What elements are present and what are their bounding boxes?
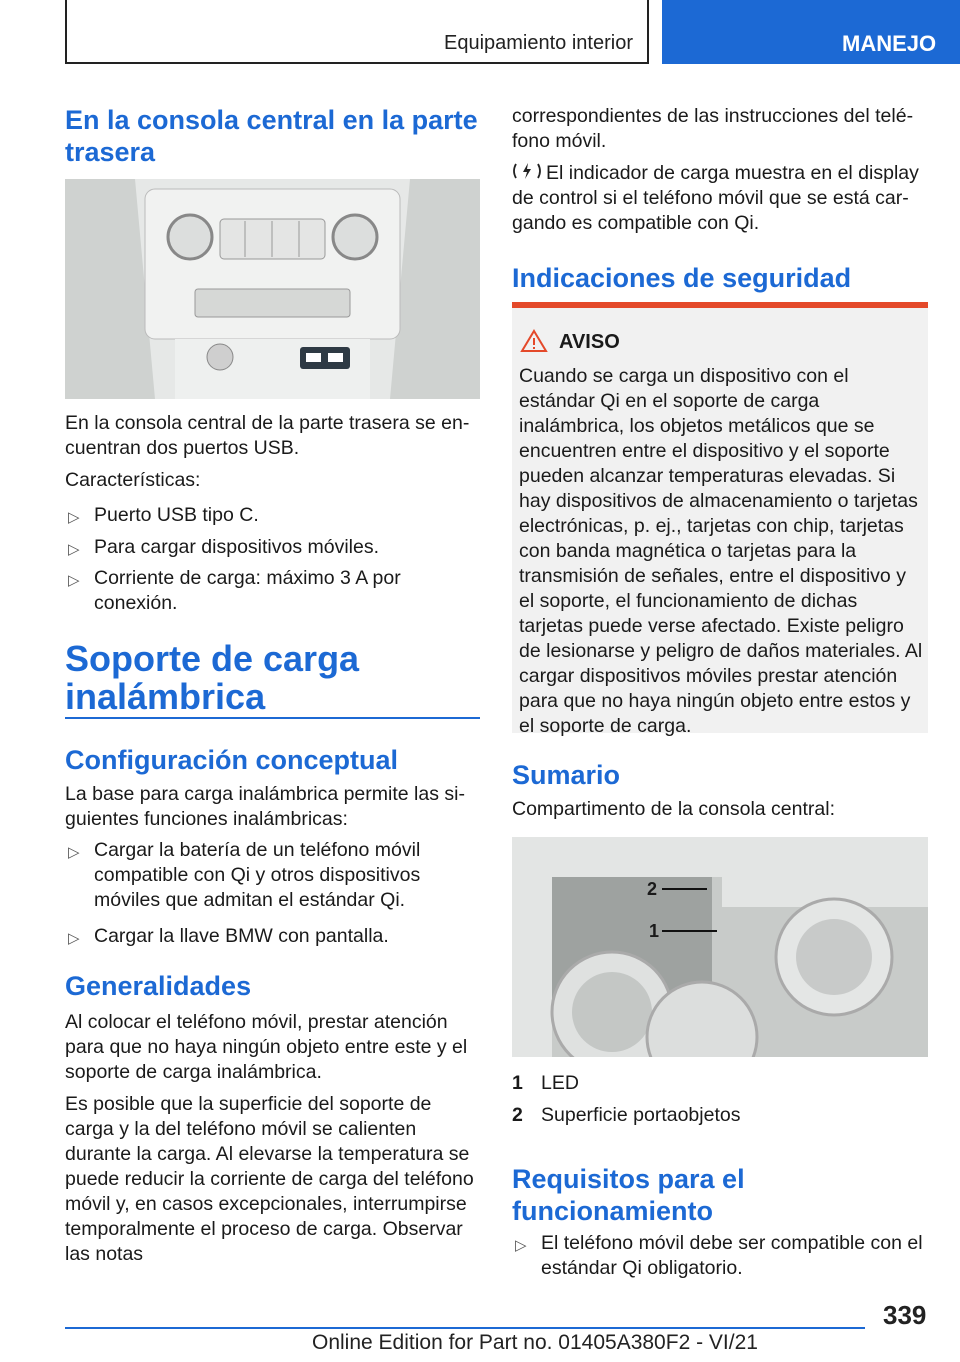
triangle-bullet-icon: ▷ — [68, 509, 80, 526]
header-section-title: Equipamiento interior — [444, 32, 633, 54]
legend-item: 2 Superficie portaobjetos — [512, 1104, 741, 1126]
triangle-bullet-icon: ▷ — [68, 572, 80, 589]
list-item: ▷ El teléfono móvil debe ser compatible con el estándar Qi obligatorio. — [515, 1232, 923, 1279]
features-label: Características: — [65, 469, 201, 491]
paragraph-general-2: Es posible que la superficie del soporte de carga y la del teléfono móvil se calienten durante la carga. Al elevarse la temperatura se puede reducir la corriente de carga del teléfono móvil y, en casos excepcionales, interrumpirse temporalmente el proceso de carga. Observar las notas — [65, 1093, 474, 1265]
heading-concept: Configuración conceptual — [65, 745, 399, 775]
paragraph-concept: La base para carga inalámbrica permite las siguientes funciones inalámbricas: — [65, 783, 465, 830]
paragraph-rear-console: En la consola central de la parte trasera se encuentran dos puertos USB. — [65, 412, 470, 459]
list-item: ▷ Cargar la batería de un teléfono móvil compatible con Qi y otros dispositivos móviles que admitan el estándar Qi. — [68, 839, 421, 911]
triangle-bullet-icon: ▷ — [68, 844, 80, 861]
heading-wireless-charging: Soporte de carga inalámbrica — [65, 638, 360, 717]
warning-title: AVISO — [559, 331, 620, 353]
list-item: ▷ Puerto USB tipo C. — [65, 503, 480, 528]
heading-safety: Indicaciones de seguridad — [512, 263, 852, 293]
heading-rear-console: En la consola central en la parte trasera — [65, 105, 478, 167]
paragraph-indicator: El indicador de carga muestra en el display de control si el teléfono móvil que se está cargando es compatible con Qi. — [512, 162, 919, 234]
heading-requirements: Requisitos para el funcionamiento — [512, 1164, 745, 1226]
paragraph-continued: correspondientes de las instrucciones del teléfono móvil. — [512, 105, 914, 152]
paragraph-general-1: Al colocar el teléfono móvil, prestar atención para que no haya ningún objeto entre este y el soporte de carga inalámbrica. — [65, 1011, 468, 1083]
callout-1: 1 — [649, 921, 660, 941]
section-divider — [65, 717, 480, 719]
console-compartment-image — [512, 837, 928, 1057]
triangle-bullet-icon: ▷ — [68, 541, 80, 558]
warning-triangle-icon — [520, 329, 548, 353]
rear-console-image — [65, 179, 480, 399]
triangle-bullet-icon: ▷ — [515, 1237, 527, 1254]
footer-edition: Online Edition for Part no. 01405A380F2 - VI/21 — [312, 1331, 758, 1354]
warning-bar — [512, 302, 928, 308]
heading-general: Generalidades — [65, 971, 252, 1001]
paragraph-summary: Compartimento de la consola central: — [512, 798, 835, 820]
list-item: ▷ Para cargar dispositivos móviles. — [65, 535, 480, 560]
page-number: 339 — [883, 1300, 927, 1330]
header-section-box — [65, 0, 649, 64]
triangle-bullet-icon: ▷ — [68, 930, 80, 947]
header-chapter-tab: MANEJO — [662, 0, 960, 64]
callout-2: 2 — [647, 879, 658, 899]
wireless-charging-icon — [512, 161, 542, 179]
warning-text: Cuando se carga un dispositivo con el estándar Qi en el soporte de carga inalámbrica, los objetos metálicos que se encuentren entre el dispositivo y el soporte pueden alcanzar temperaturas elevadas. Si hay dispositivos de almacenamiento o tarjetas electrónicas, p. ej., tarjetas con chip, tarjetas con banda magnética o tarjetas para la transmisión de señales, entre el dispositivo y el soporte, el funcionamiento de dichas tarjetas puede verse afectado. Existe peligro de lesionarse y peligro de daños materiales. Al cargar dispositivos móviles prestar atención para que no haya ningún objeto entre estos y el soporte de carga. — [519, 365, 923, 737]
list-item: ▷ Cargar la llave BMW con pantalla. — [65, 924, 480, 949]
legend-item: 1 LED — [512, 1072, 579, 1094]
list-item: ▷ Corriente de carga: máximo 3 A por conexión. — [68, 567, 401, 614]
footer-rule — [65, 1327, 865, 1329]
heading-summary: Sumario — [512, 760, 621, 790]
